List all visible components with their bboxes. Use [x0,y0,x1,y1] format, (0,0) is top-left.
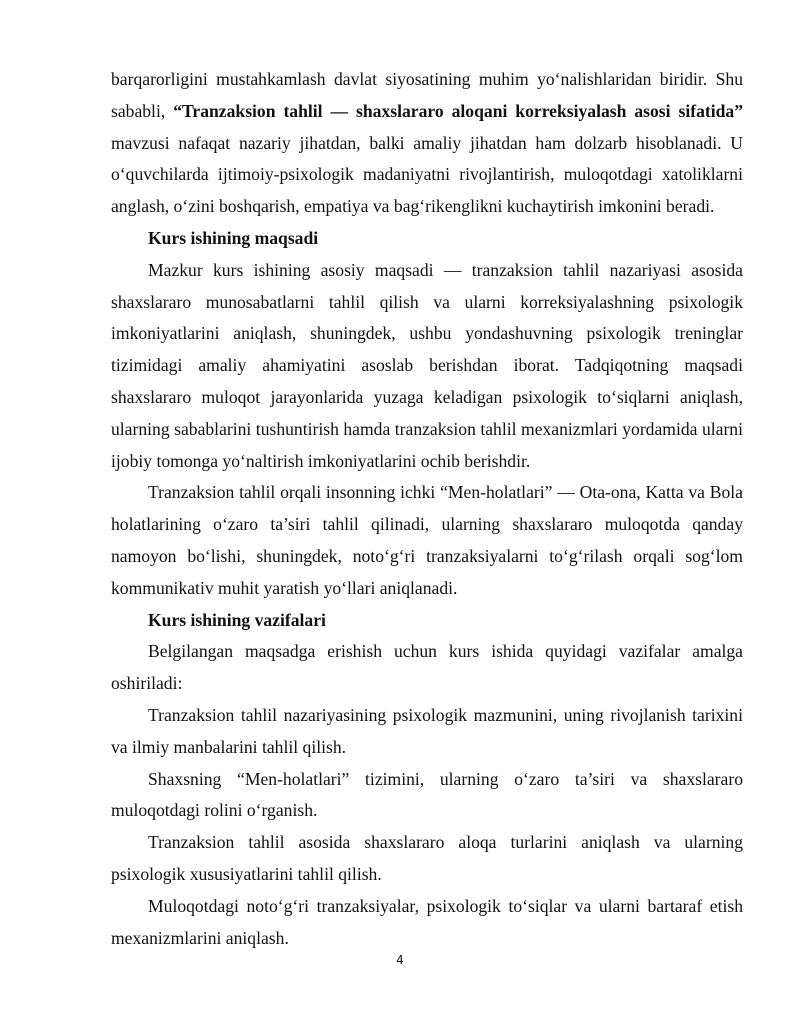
document-body [111,64,743,954]
task-item: Tranzaksion tahlil asosida shaxslararo aloqa turlarini aniqlash va ularning psixologik xususiyatlarini tahlil qilish. [111,832,743,884]
goal-paragraph: Mazkur kurs ishining asosiy maqsadi — tranzaksion tahlil nazariyasi asosida shaxslararo munosabatlarni tahlil qilish va ularni korreksiyalashning psixologik imkoniyatlarini aniqlash, shuningdek, ushbu yondashuvning psixologik treninglar tizimidagi amaliy ahamiyatini asoslab berishdan iborat. Tadqiqotning maqsadi shaxslararo muloqot jarayonlarida yuzaga keladigan psixologik to‘siqlarni aniqlash, ularning sabablarini tushuntirish hamda tranzaksion tahlil mexanizmlari yordamida ularni ijobiy tomonga yo‘naltirish imkoniyatlarini ochib berishdir. [111,259,743,471]
goal-paragraph: Tranzaksion tahlil orqali insonning ichki “Men-holatlari” — Ota-ona, Katta va Bola holatlarining o‘zaro ta’siri tahlil qilinadi, ularning shaxslararo muloqotda qanday namoyon bo‘lishi, shuningdek, noto‘g‘ri tranzaksiyalarni to‘g‘rilash orqali sog‘lom kommunikativ muhit yaratish yo‘llari aniqlanadi. [111,482,743,598]
intro-text-start: barqarorligini mustahkamlash davlat siyosatining muhim yo‘nalishlaridan biridir. Shu sababli, [111,69,743,121]
tasks-intro: Belgilangan maqsadga erishish uchun kurs ishida quyidagi vazifalar amalga oshiriladi: [111,641,743,694]
task-item: Shaxsning “Men-holatlari” tizimini, ularning o‘zaro ta’siri va shaxslararo muloqotdagi rolini o‘rganish. [111,768,743,821]
tasks-heading: Kurs ishining vazifalari [148,609,326,630]
intro-text-end: mavzusi nafaqat nazariy jihatdan, balki amaliy jihatdan ham dolzarb hisoblanadi. U o‘quvchilarda ijtimoiy-psixologik madaniyatni rivojlantirish, muloqotdagi xatoliklarni anglash, o‘zini boshqarish, empatiya va bag‘rikenglikni kuchaytirish imkonini beradi. [111,132,743,217]
topic-title: “Tranzaksion tahlil — shaxslararo aloqani korreksiyalash asosi sifatida” [173,100,743,121]
intro-paragraph [111,64,743,223]
task-item: Muloqotdagi noto‘g‘ri tranzaksiyalar, psixologik to‘siqlar va ularni bartaraf etish mexanizmlarini aniqlash. [111,895,743,948]
page-number: 4 [396,953,404,967]
goal-heading: Kurs ishining maqsadi [148,227,319,248]
task-item: Tranzaksion tahlil nazariyasining psixologik mazmunini, uning rivojlanish tarixini va ilmiy manbalarini tahlil qilish. [111,704,743,757]
